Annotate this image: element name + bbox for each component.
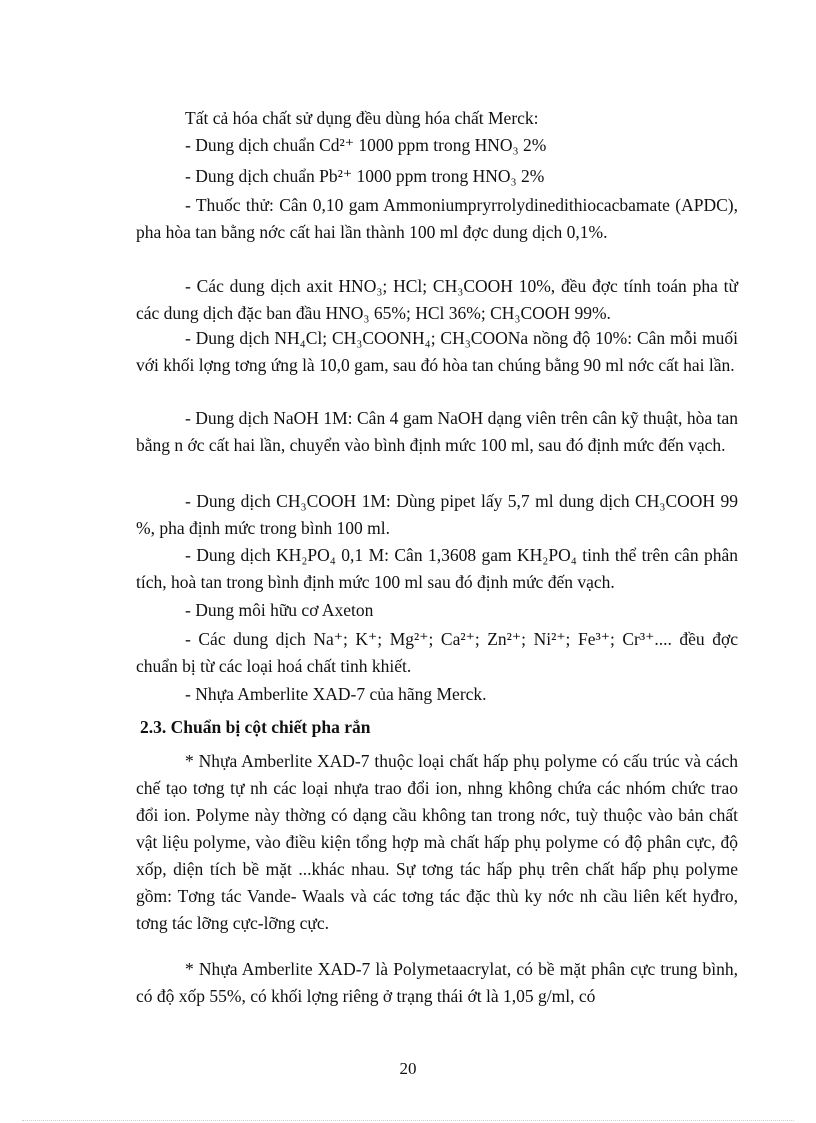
reagent-apdc: - Thuốc thử: Cân 0,10 gam Ammoniumpryrrolydinedithiocacbamate (APDC), pha hòa tan bằng nớc cất hai lần thành 100 ml đợc dung dịch 0,1%. [136, 195, 738, 242]
reagent-salts: - Dung dịch NH₄Cl; CH₃COONH₄; CH₃COONa nồng độ 10%: Cân mỗi muối với khối lợng tơng ứng là 10,0 gam, sau đó hòa tan chúng bằng 90 ml nớc cất hai lần. [136, 328, 738, 375]
section-paragraph-resin-structure: * Nhựa Amberlite XAD-7 thuộc loại chất hấp phụ polyme có cấu trúc và cách chế tạo tơng tự nh các loại nhựa trao đổi ion, nhng không chứa các nhóm chức trao đổi ion. Polyme này thờng có dạng cầu không tan trong nớc, tuỳ thuộc vào bản chất vật liệu polyme, vào điều kiện tổng hợp mà chất hấp phụ polyme có độ phân cực, độ xốp, diện tích bề mặt ...khác nhau. Sự tơng tác hấp phụ trên chất hấp phụ polyme gồm: Tơng tác Vande- Waals và các tơng tác đặc thù ky nớc nh cầu liên kết hyđro, tơng tác lỡng cực-lỡng cực. [136, 751, 738, 933]
reagent-naoh: - Dung dịch NaOH 1M: Cân 4 gam NaOH dạng viên trên cân kỹ thuật, hòa tan bằng n ớc cất hai lần, chuyển vào bình định mức 100 ml, sau đó định mức đến vạch. [136, 408, 738, 455]
reagent-ions: - Các dung dịch Na⁺; K⁺; Mg²⁺; Ca²⁺; Zn²⁺; Ni²⁺; Fe³⁺; Cr³⁺.... đều đợc chuẩn bị từ các loại hoá chất tinh khiết. [136, 629, 738, 676]
reagent-acetone: - Dung môi hữu cơ Axeton [185, 600, 374, 620]
reagent-pb-standard: - Dung dịch chuẩn Pb²⁺ 1000 ppm trong HNO₃ 2% [185, 166, 545, 186]
reagent-acids: - Các dung dịch axit HNO₃; HCl; CH₃COOH 10%, đều đợc tính toán pha từ các dung dịch đặc ban đầu HNO₃ 65%; HCl 36%; CH₃COOH 99%. [136, 276, 738, 323]
section-heading: 2.3. Chuẩn bị cột chiết pha rắn [140, 717, 371, 737]
reagent-resin: - Nhựa Amberlite XAD-7 của hãng Merck. [185, 684, 487, 704]
intro-line: Tất cả hóa chất sử dụng đều dùng hóa chất Merck: [185, 108, 539, 128]
section-paragraph-resin-properties: * Nhựa Amberlite XAD-7 là Polymetaacrylat, có bề mặt phân cực trung bình, có độ xốp 55%, có khối lợng riêng ở trạng thái ớt là 1,05 g/ml, có [136, 959, 738, 1006]
reagent-acetic-acid: - Dung dịch CH₃COOH 1M: Dùng pipet lấy 5,7 ml dung dịch CH₃COOH 99 %, pha định mức trong bình 100 ml. [136, 491, 738, 538]
reagent-kh2po4: - Dung dịch KH₂PO₄ 0,1 M: Cân 1,3608 gam KH₂PO₄ tinh thể trên cân phân tích, hoà tan trong bình định mức 100 ml sau đó định mức đến vạch. [136, 545, 738, 592]
footer-dotted-rule [22, 1120, 794, 1121]
page-number: 20 [399, 1059, 417, 1078]
reagent-cd-standard: - Dung dịch chuẩn Cd²⁺ 1000 ppm trong HNO₃ 2% [185, 135, 547, 155]
